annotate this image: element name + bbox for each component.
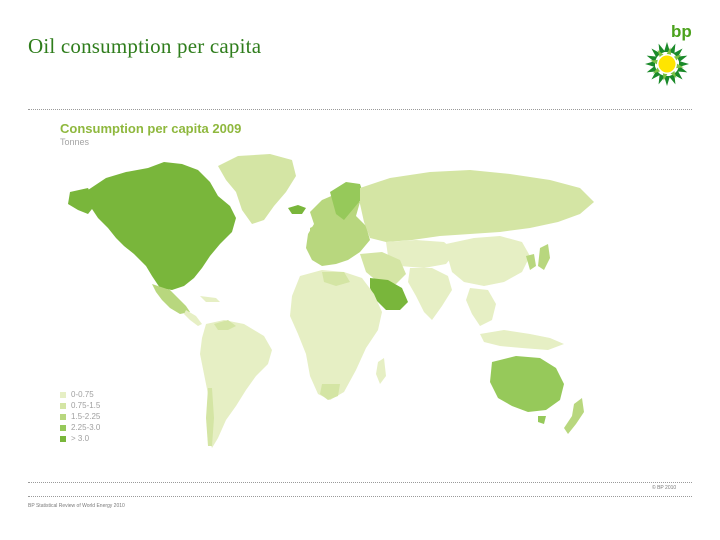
region-japan xyxy=(538,244,550,270)
legend-item xyxy=(60,433,100,444)
region-south-asia xyxy=(408,268,452,320)
legend-swatch xyxy=(60,403,66,409)
region-australia xyxy=(490,356,564,412)
bp-helios-logo-icon xyxy=(644,41,690,87)
region-iceland xyxy=(288,205,306,214)
map-legend xyxy=(60,389,100,444)
legend-label: 0.75-1.5 xyxy=(71,401,101,410)
legend-swatch xyxy=(60,414,66,420)
top-divider xyxy=(28,109,692,110)
legend-label: > 3.0 xyxy=(71,434,90,443)
footer-divider xyxy=(28,496,692,497)
legend-swatch xyxy=(60,425,66,431)
region-madagascar xyxy=(376,358,386,384)
legend-item xyxy=(60,422,100,433)
legend-swatch xyxy=(60,392,66,398)
source-note: BP Statistical Review of World Energy 2010 xyxy=(28,503,125,509)
map-title: Consumption per capita 2009 xyxy=(60,121,242,136)
legend-swatch xyxy=(60,436,66,442)
copyright-notice: © BP 2010 xyxy=(652,485,677,491)
bottom-divider xyxy=(28,482,692,483)
legend-item xyxy=(60,389,100,400)
region-new-zealand xyxy=(564,398,584,434)
legend-label: 0-0.75 xyxy=(71,390,94,399)
region-tasmania xyxy=(538,416,546,424)
region-indonesia xyxy=(480,330,564,350)
legend-label: 2.25-3.0 xyxy=(71,423,101,432)
region-southeast-asia xyxy=(466,288,496,326)
region-russia xyxy=(360,170,594,242)
region-east-asia xyxy=(446,236,530,286)
world-map xyxy=(60,148,620,458)
region-central-america xyxy=(184,296,220,326)
region-korea xyxy=(526,254,536,270)
region-south-africa xyxy=(320,384,340,400)
legend-item xyxy=(60,411,100,422)
map-subtitle: Tonnes xyxy=(60,137,90,147)
bp-wordmark: bp xyxy=(671,22,692,41)
legend-item xyxy=(60,400,100,411)
region-africa xyxy=(290,270,382,400)
slide-title: Oil consumption per capita xyxy=(28,34,262,58)
region-north-america xyxy=(88,162,236,290)
legend-label: 1.5-2.25 xyxy=(71,412,101,421)
